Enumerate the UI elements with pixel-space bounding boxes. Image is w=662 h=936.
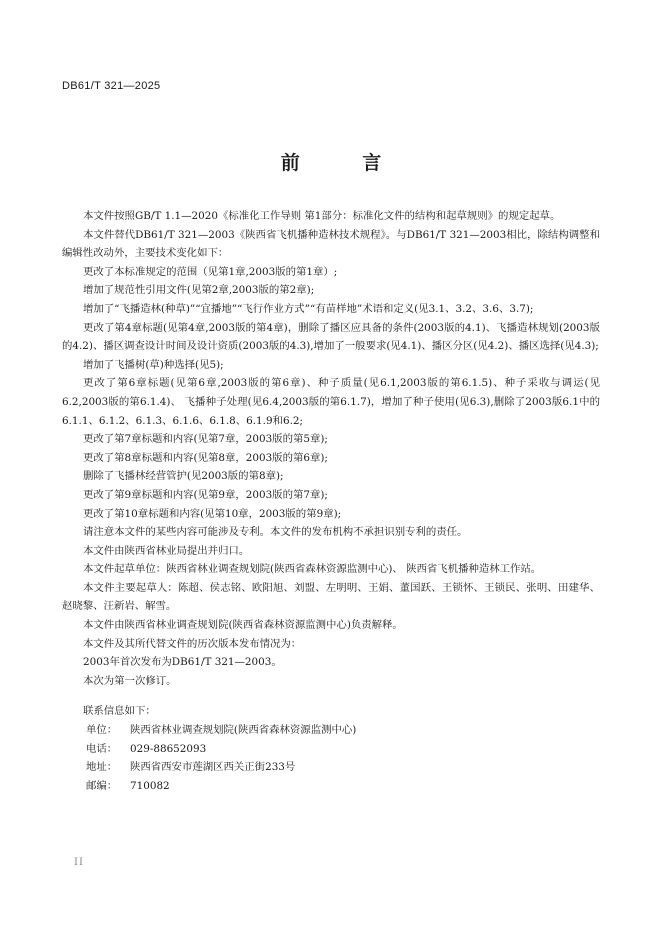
list-item: 更改了第10章标题和内容(见第10章，2003版的第9章); bbox=[83, 507, 342, 520]
page-number: II bbox=[74, 857, 84, 868]
contact-row-phone bbox=[86, 740, 600, 759]
contact-row-unit bbox=[86, 721, 600, 740]
list-item: 增加了“飞播造林(种草)”“宜播地”“飞行作业方式”“有苗样地”术语和定义(见3.1、3.2、3.6、3.7); bbox=[83, 302, 534, 315]
foreword-body bbox=[62, 207, 600, 795]
list-item: 增加了飞播树(草)种选择(见5); bbox=[83, 358, 224, 371]
paragraph: 本文件替代DB61/T 321—2003《陕西省飞机播种造林技术规程》。与DB61/T 321—2003相比，除结构调整和编辑性改动外，主要技术变化如下： bbox=[62, 228, 600, 260]
contact-label: 电话： bbox=[86, 742, 118, 755]
patent-notice: 请注意本文件的某些内容可能涉及专利。本文件的发布机构不承担识别专利的责任。 bbox=[83, 526, 468, 539]
version-history-heading: 本文件及其所代替文件的历次版本发布情况为： bbox=[83, 637, 302, 650]
list-item: 更改了第8章标题和内容(见第8章，2003版的第6章); bbox=[83, 451, 328, 464]
contact-value: 陕西省林业调查规划院(陕西省森林资源监测中心) bbox=[130, 724, 357, 737]
proposer-statement: 本文件由陕西省林业局提出并归口。 bbox=[83, 544, 250, 557]
version-history-item: 2003年首次发布为DB61/T 321—2003。 bbox=[83, 656, 282, 669]
contact-label: 单位： bbox=[86, 724, 118, 737]
contact-value: 029-88652093 bbox=[130, 742, 207, 755]
list-item: 更改了第4章标题(见第4章,2003版的第4章)，删除了播区应具备的条件(2003版的4.1)、飞播造林规划(2003版的4.2)、播区调查设计时间及设计资质(2003版的4.3),增加了一般要求(见4.1)、播区分区(见4.2)、播区选择(见4.3); bbox=[62, 321, 600, 353]
list-item: 增加了规范性引用文件(见第2章,2003版的第2章); bbox=[83, 284, 315, 297]
list-item: 更改了第9章标题和内容(见第9章，2003版的第7章); bbox=[83, 488, 328, 501]
document-code: DB61/T 321—2025 bbox=[62, 80, 161, 92]
list-item: 更改了第6章标题(见第6章,2003版的第6章)、种子质量(见6.1,2003版的第6.1.5)、种子采收与调运(见6.2,2003版的第6.1.4)、 飞播种子处理(见6.4,2003版的第6.1.7)，增加了种子使用(见6.3),删除了2003版6.1中的6.1.1、6.1.2、6.1.3、6.1.6、6.1.8、6.1.9和6.2; bbox=[62, 377, 600, 427]
list-item: 更改了本标准规定的范围（见第1章,2003版的第1章）; bbox=[83, 265, 338, 278]
paragraph: 本文件按照GB/T 1.1—2020《标准化工作导则 第1部分：标准化文件的结构和起草规则》的规定起草。 bbox=[83, 210, 561, 222]
contact-label: 地址： bbox=[86, 761, 118, 774]
drafters: 本文件主要起草人：陈超、侯志铭、欧阳旭、刘盟、左明明、王娟、董国跃、王锁怀、王锁民、张明、田建华、赵晓黎、汪新岩、解雪。 bbox=[62, 581, 600, 613]
list-item: 更改了第7章标题和内容(见第7章，2003版的第5章); bbox=[83, 433, 328, 446]
page-title: 前 言 bbox=[280, 152, 410, 174]
contact-row-postcode bbox=[86, 777, 600, 796]
contact-heading: 联系信息如下： bbox=[83, 705, 156, 718]
revision-note: 本次为第一次修订。 bbox=[83, 674, 177, 687]
interpretation-statement: 本文件由陕西省林业调查规划院(陕西省森林资源监测中心)负责解释。 bbox=[83, 619, 403, 632]
drafting-units: 本文件起草单位：陕西省林业调查规划院(陕西省森林资源监测中心)、 陕西省飞机播种造林工作站。 bbox=[83, 563, 542, 576]
contact-info bbox=[86, 721, 600, 795]
contact-row-address bbox=[86, 758, 600, 777]
contact-value: 陕西省西安市莲湖区西关正街233号 bbox=[130, 761, 296, 774]
contact-value: 710082 bbox=[130, 779, 170, 792]
contact-label: 邮编： bbox=[86, 779, 118, 792]
list-item: 删除了飞播林经营管护(见2003版的第8章); bbox=[83, 470, 284, 483]
